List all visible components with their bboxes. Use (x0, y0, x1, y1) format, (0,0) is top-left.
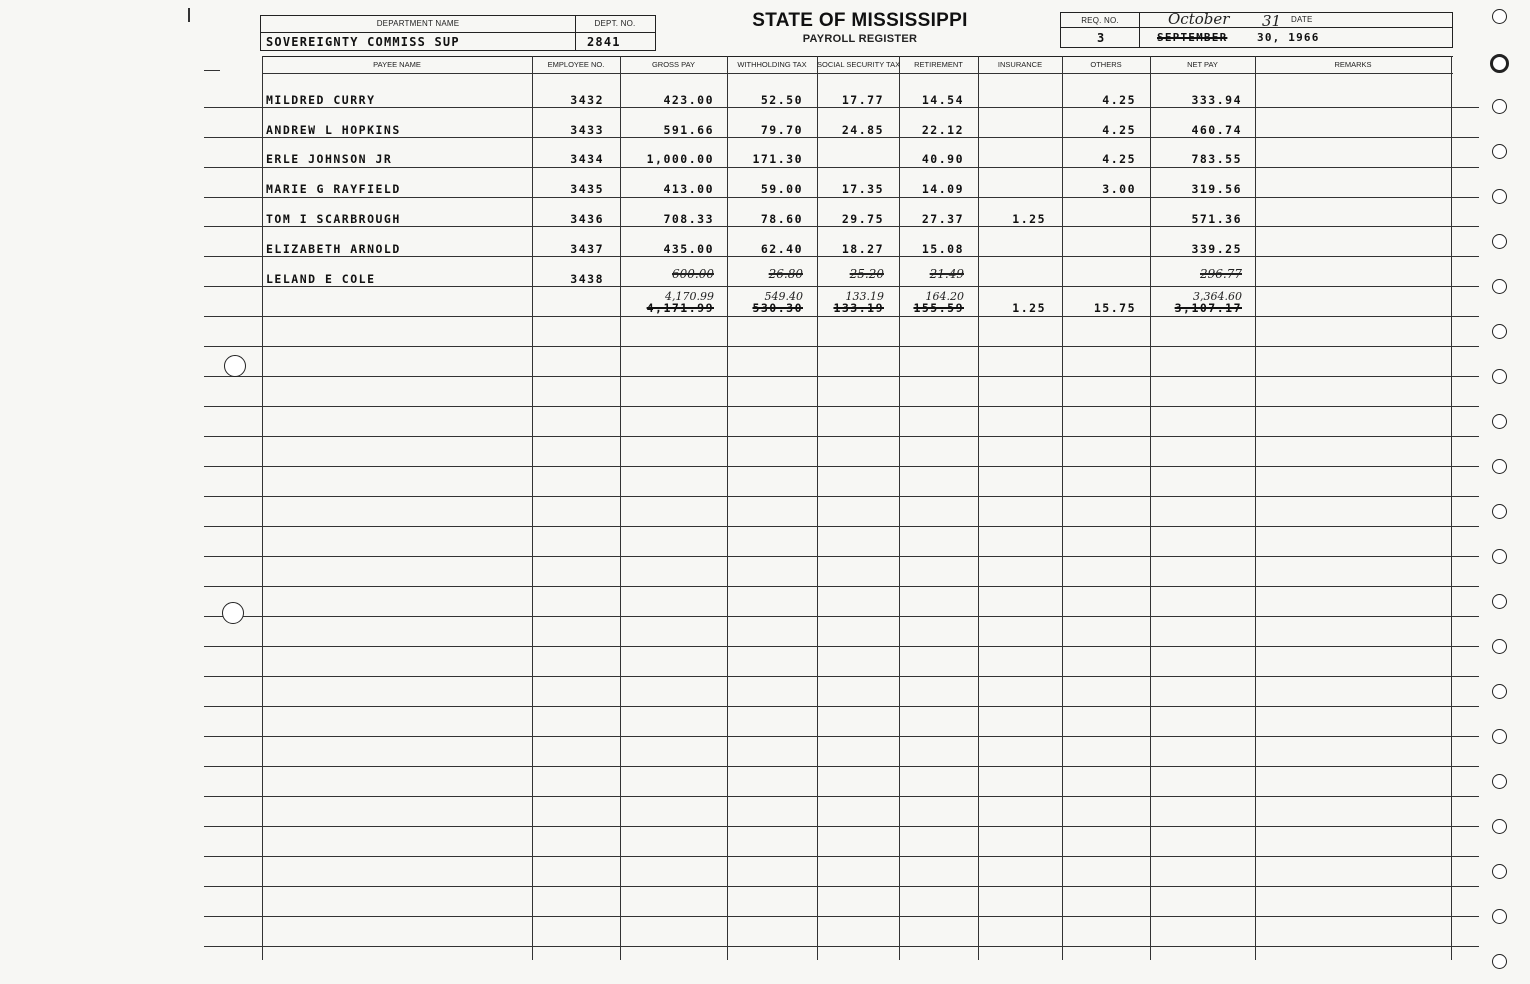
net-pay: 783.55 (1191, 152, 1242, 166)
employee-no: 3438 (570, 272, 604, 286)
page-subtitle: PAYROLL REGISTER (802, 33, 918, 45)
withholding-tax: 78.60 (760, 212, 803, 226)
social-security-tax: 29.75 (841, 212, 884, 226)
payee-name: LELAND E COLE (266, 272, 376, 286)
page-title: STATE OF MISSISSIPPI (752, 10, 968, 31)
retirement: 15.08 (921, 242, 964, 256)
retirement: 22.12 (921, 123, 964, 137)
req-no: 3 (1097, 31, 1106, 45)
total-insurance: 1.25 (1012, 301, 1046, 315)
gross-pay: 423.00 (663, 93, 714, 107)
department-box (260, 15, 656, 51)
net-pay: 333.94 (1191, 93, 1242, 107)
others: 4.25 (1102, 123, 1136, 137)
withholding-tax: 52.50 (760, 93, 803, 107)
total-retirement-hand: 164.20 (925, 290, 964, 303)
insurance: 1.25 (1012, 212, 1046, 226)
social-security-tax: 17.35 (841, 182, 884, 196)
social-security-tax: 17.77 (841, 93, 884, 107)
req-date-box (1060, 12, 1453, 48)
employee-no: 3437 (570, 242, 604, 256)
withholding-tax: 62.40 (760, 242, 803, 256)
gross-pay: 413.00 (663, 182, 714, 196)
col-employee-no: EMPLOYEE NO. (547, 60, 605, 69)
withholding-tax: 59.00 (760, 182, 803, 196)
net-pay: 460.74 (1191, 123, 1242, 137)
others: 4.25 (1102, 93, 1136, 107)
col-retirement: RETIREMENT (914, 60, 963, 69)
employee-no: 3434 (570, 152, 604, 166)
col-payee-name: PAYEE NAME (373, 60, 421, 69)
payee-name: ANDREW L HOPKINS (266, 123, 401, 137)
total-ss-struck: 133.19 (833, 301, 884, 315)
left-punch-hole (224, 355, 246, 377)
total-net-struck: 3,107.17 (1174, 301, 1242, 315)
date-handwritten-month: October (1168, 10, 1230, 28)
department-name: SOVEREIGNTY COMMISS SUP (266, 35, 460, 49)
total-gross-hand: 4,170.99 (665, 290, 714, 303)
payee-name: MARIE G RAYFIELD (266, 182, 401, 196)
gross-pay: 591.66 (663, 123, 714, 137)
total-withholding-struck: 530.30 (752, 301, 803, 315)
withholding-tax: 171.30 (752, 152, 803, 166)
employee-no: 3433 (570, 123, 604, 137)
social-security-tax: 18.27 (841, 242, 884, 256)
withholding-tax: 26.80 (768, 267, 803, 281)
col-net-pay: NET PAY (1187, 60, 1218, 69)
employee-no: 3435 (570, 182, 604, 196)
withholding-tax: 79.70 (760, 123, 803, 137)
col-remarks: REMARKS (1334, 60, 1372, 69)
payee-name: MILDRED CURRY (266, 93, 376, 107)
net-pay: 296.77 (1200, 267, 1242, 281)
payee-name: TOM I SCARBROUGH (266, 212, 401, 226)
others: 4.25 (1102, 152, 1136, 166)
payee-name: ERLE JOHNSON JR (266, 152, 393, 166)
employee-no: 3436 (570, 212, 604, 226)
date-label: DATE (1291, 15, 1313, 24)
col-withholding-tax: WITHHOLDING TAX (737, 60, 807, 69)
gross-pay: 1,000.00 (646, 152, 714, 166)
net-pay: 339.25 (1191, 242, 1242, 256)
payee-name: ELIZABETH ARNOLD (266, 242, 401, 256)
social-security-tax: 25.20 (849, 267, 884, 281)
left-punch-hole (222, 602, 244, 624)
retirement: 40.90 (921, 152, 964, 166)
net-pay: 571.36 (1191, 212, 1242, 226)
date-printed-month: SEPTEMBER (1157, 31, 1228, 44)
retirement: 14.09 (921, 182, 964, 196)
col-social-security-tax: SOCIAL SECURITY TAX (817, 60, 901, 69)
total-others: 15.75 (1093, 301, 1136, 315)
total-withholding-hand: 549.40 (764, 290, 803, 303)
gross-pay: 600.00 (672, 267, 714, 281)
date-handwritten-day: 31 (1262, 12, 1282, 30)
net-pay: 319.56 (1191, 182, 1242, 196)
gross-pay: 708.33 (663, 212, 714, 226)
col-others: OTHERS (1090, 60, 1122, 69)
date-printed-rest: 30, 1966 (1257, 31, 1320, 44)
req-no-label: REQ. NO. (1081, 16, 1119, 25)
total-gross-struck: 4,171.99 (646, 301, 714, 315)
retirement: 14.54 (921, 93, 964, 107)
others: 3.00 (1102, 182, 1136, 196)
total-ss-hand: 133.19 (845, 290, 884, 303)
employee-no: 3432 (570, 93, 604, 107)
retirement: 21.49 (929, 267, 964, 281)
gross-pay: 435.00 (663, 242, 714, 256)
retirement: 27.37 (921, 212, 964, 226)
total-retirement-struck: 155.59 (913, 301, 964, 315)
total-net-hand: 3,364.60 (1193, 290, 1242, 303)
department-label: DEPARTMENT NAME (376, 19, 460, 28)
col-insurance: INSURANCE (997, 60, 1043, 69)
dept-no-label: DEPT. NO. (594, 19, 636, 28)
col-gross-pay: GROSS PAY (651, 60, 696, 69)
dept-no: 2841 (587, 35, 621, 49)
social-security-tax: 24.85 (841, 123, 884, 137)
